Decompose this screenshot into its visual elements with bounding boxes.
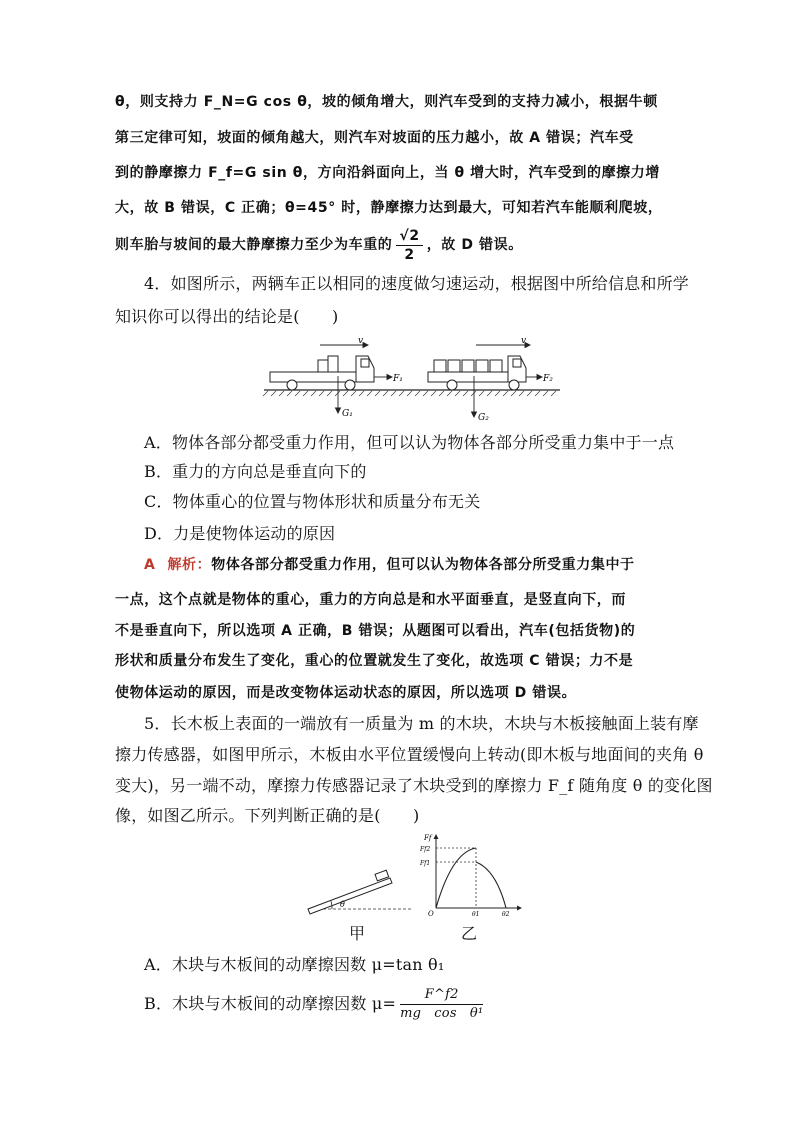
incline-figure-jia [304,864,416,916]
q4-analysis-line-1 [144,555,714,575]
q4-analysis-line-2: 一点，这个点就是物体的重心，重力的方向总是和水平面垂直，是竖直向下，而 [115,592,626,608]
q5-stem-line-4: 像，如图乙所示。下列判断正确的是( ) [115,806,420,825]
truck-2 [428,356,526,390]
q5-option-b-fraction [400,986,483,1023]
q5-stem-line-2: 擦力传感器，如图甲所示，木板由水平位置缓慢向上转动(即木板与地面间的夹角 θ [115,745,704,764]
fig-jia-label: 甲 [349,924,366,943]
f1-label: F₁ [393,374,403,384]
fraction-numerator: √2 [396,227,422,246]
trucks-figure [262,334,562,426]
graph-origin-label: O [428,910,434,918]
q4-option-d: D．力是使物体运动的原因 [144,524,336,543]
incline-theta-label: θ [340,900,345,909]
g2-label: G₂ [478,413,489,423]
solution-line-1: θ，则支持力 F_N=G cos θ，坡的倾角增大，则汽车受到的支持力减小，根据牛顿 [115,94,658,110]
solution-line-5-before: 则车胎与坡间的最大静摩擦力至少为车重的 [115,237,393,253]
g1-label: G₁ [342,409,353,419]
solution-line-5 [115,225,685,265]
fraction-sqrt2-over-2 [396,227,422,264]
graph-theta2-label: θ2 [502,911,510,918]
q5-stem-line-1: 5．长木板上表面的一端放有一质量为 m 的木块，木块与木板接触面上装有摩 [144,714,699,733]
truck2-v-label: v [521,336,527,346]
q5-option-b-numerator: F^f2 [400,986,483,1005]
q4-option-a: A．物体各部分都受重力作用，但可以认为物体各部分所受重力集中于一点 [144,433,675,452]
fraction-denominator: 2 [404,246,415,263]
q5-option-b [144,984,714,1024]
analysis-tag: 解析： [167,557,212,573]
fig-yi-label: 乙 [461,924,478,943]
q4-option-b: B．重力的方向总是垂直向下的 [144,462,367,481]
graph-ff-axis-label: Ff [424,834,432,842]
graph-ff2-label: Ff2 [420,846,431,853]
q5-stem-line-3: 变大)，另一端不动，摩擦力传感器记录了木块受到的摩擦力 F_f 随角度 θ 的变化图 [115,776,713,795]
q4-answer: A [144,557,156,573]
q4-stem-line-1: 4．如图所示，两辆车正以相同的速度做匀速运动，根据图中所给信息和所学 [144,274,689,293]
q4-stem-line-2: 知识你可以得出的结论是( ) [115,307,339,326]
graph-theta1-label: θ1 [472,911,480,918]
friction-graph-yi [418,830,528,918]
truck1-v-label: v [358,336,364,346]
solution-line-5-after: ，故 D 错误。 [426,237,523,253]
graph-ff1-label: Ff1 [420,860,431,867]
q5-option-b-denominator: mg cos θ¹ [400,1006,484,1021]
truck-1 [270,356,374,390]
q4-analysis-text-1: 物体各部分都受重力作用，但可以认为物体各部分所受重力集中于 [211,557,635,573]
solution-line-4: 大，故 B 错误，C 正确；θ=45° 时，静摩擦力达到最大，可知若汽车能顺利爬坡， [115,200,663,216]
f2-label: F₂ [543,374,553,384]
q4-analysis-line-3: 不是垂直向下，所以选项 A 正确，B 错误；从题图可以看出，汽车(包括货物)的 [115,623,636,639]
q4-option-c: C．物体重心的位置与物体形状和质量分布无关 [144,492,481,511]
solution-line-2: 第三定律可知，坡面的倾角越大，则汽车对坡面的压力越小，故 A 错误；汽车受 [115,130,634,146]
q5-option-b-prefix: B．木块与木板间的动摩擦因数 μ= [144,994,397,1013]
solution-line-3: 到的静摩擦力 F_f=G sin θ，方向沿斜面向上，当 θ 增大时，汽车受到的摩擦力增 [115,165,660,181]
q4-analysis-line-5: 使物体运动的原因，而是改变物体运动状态的原因，所以选项 D 错误。 [115,685,577,701]
q5-option-a: A．木块与木板间的动摩擦因数 μ=tan θ₁ [144,955,445,974]
q4-analysis-line-4: 形状和质量分布发生了变化，重心的位置就发生了变化，故选项 C 错误；力不是 [115,653,634,669]
